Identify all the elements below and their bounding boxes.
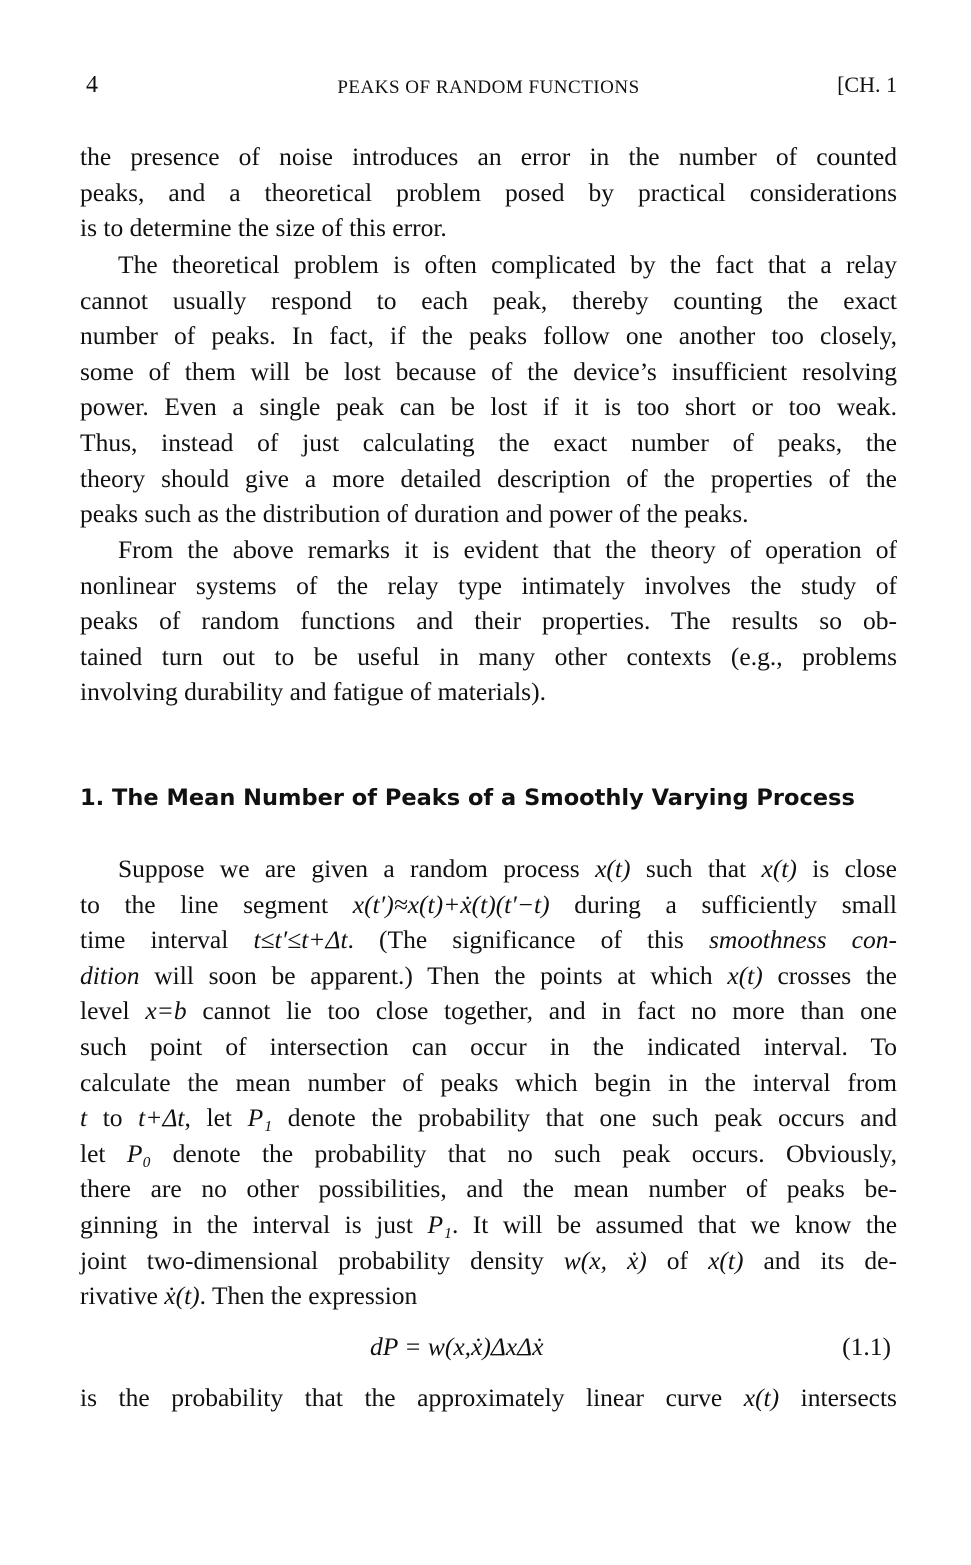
text-line	[80, 1136, 897, 1172]
text-line	[80, 1278, 897, 1314]
text-line	[80, 568, 897, 604]
text-segment: of	[646, 1245, 709, 1275]
text-segment: power. Even a single peak can be lost if it is too short or too weak.	[80, 392, 897, 422]
italic-math: t≤t′≤t+Δt	[253, 925, 348, 955]
text-line	[80, 247, 897, 283]
text-segment: peaks of random functions and their properties. The results so ob-	[80, 606, 897, 636]
italic-math: x(t)	[761, 854, 797, 883]
text-segment: joint two-dimensional probability density	[80, 1245, 564, 1275]
text-segment: tained turn out to be useful in many other contexts (e.g., problems	[80, 641, 897, 671]
text-segment: cannot usually respond to each peak, thereby counting the exact	[80, 285, 897, 315]
text-line	[80, 674, 897, 710]
text-segment: crosses the	[762, 960, 897, 990]
text-line	[80, 1171, 897, 1207]
italic-math: x=b	[145, 996, 187, 1026]
text-segment: let	[80, 1138, 127, 1168]
text-line	[80, 354, 897, 390]
text-segment: theory should give a more detailed description of the properties of the	[80, 463, 897, 493]
text-line	[80, 389, 897, 425]
italic-math: x(t)	[743, 1383, 780, 1412]
paragraph-2	[80, 247, 897, 532]
text-segment: there are no other possibilities, and the mean number of peaks be-	[80, 1174, 897, 1204]
text-segment: nonlinear systems of the relay type intimately involves the study of	[80, 570, 897, 600]
text-line	[80, 922, 897, 958]
text-segment: and its de-	[743, 1245, 897, 1275]
text-line	[80, 1207, 897, 1243]
text-segment: is the probability that the approximately linear curve	[80, 1383, 744, 1412]
text-segment: involving durability and fatigue of materials).	[80, 677, 546, 707]
italic-math: P₁	[427, 1209, 452, 1239]
text-segment: time interval	[80, 925, 254, 955]
text-segment: ginning in the interval is just	[80, 1209, 428, 1239]
equation-formula: dP = w(x,ẋ)ΔxΔẋ	[370, 1332, 544, 1361]
text-segment: . (The significance of this	[347, 925, 709, 955]
italic-math: x(t)	[595, 854, 631, 883]
italic-math: P₀	[126, 1138, 152, 1168]
text-line	[80, 461, 897, 497]
text-line	[80, 1380, 897, 1416]
text-segment: denote the probability that no such peak occurs. Obviously,	[151, 1138, 897, 1168]
italic-math: t+Δt	[138, 1103, 185, 1133]
text-line	[80, 139, 897, 175]
text-line	[80, 1243, 897, 1279]
italic-math: w(x, ẋ)	[563, 1245, 647, 1275]
text-line	[80, 851, 897, 887]
text-line	[80, 1065, 897, 1101]
italic-math: dition	[80, 960, 140, 990]
text-segment: will soon be apparent.) Then the points at which	[139, 960, 728, 990]
text-segment: the presence of noise introduces an error in the number of counted	[80, 142, 897, 171]
paragraph-1	[80, 139, 897, 246]
italic-math: x(t)	[727, 960, 763, 990]
italic-math: P₁	[247, 1103, 273, 1133]
text-segment: rivative	[80, 1281, 165, 1311]
section-paragraph	[80, 851, 897, 1314]
italic-math: smoothness con-	[708, 925, 897, 955]
running-title: PEAKS OF RANDOM FUNCTIONS	[337, 77, 640, 98]
section-heading: 1. The Mean Number of Peaks of a Smoothly Varying Process	[80, 785, 855, 811]
text-line	[80, 425, 897, 461]
running-header	[80, 72, 897, 106]
italic-math: ẋ(t)	[164, 1281, 200, 1311]
text-line	[80, 1029, 897, 1065]
text-line	[80, 175, 897, 211]
text-segment: intersects	[779, 1383, 897, 1412]
text-segment: calculate the mean number of peaks which begin in the interval from	[80, 1067, 897, 1097]
text-segment: . Then the expression	[199, 1281, 418, 1311]
text-segment: Thus, instead of just calculating the exact number of peaks, the	[80, 427, 897, 457]
text-segment: some of them will be lost because of the device’s insufficient resolving	[80, 356, 897, 386]
text-line	[80, 318, 897, 354]
text-line	[80, 603, 897, 639]
text-segment: From the above remarks it is evident that the theory of operation of	[118, 535, 897, 564]
text-segment: cannot lie too close together, and in fact no more than one	[186, 996, 897, 1026]
text-line	[80, 1100, 897, 1136]
equation-1-1	[80, 1329, 897, 1365]
text-segment: such that	[630, 854, 762, 883]
text-line	[80, 993, 897, 1029]
text-segment: , let	[184, 1103, 248, 1133]
text-segment: during a sufficiently small	[549, 889, 897, 919]
text-segment: level	[80, 996, 146, 1026]
page-number: 4	[86, 72, 98, 98]
italic-math: t	[80, 1103, 88, 1133]
text-segment: number of peaks. In fact, if the peaks follow one another too closely,	[80, 321, 897, 351]
text-segment: peaks, and a theoretical problem posed by practical considerations	[80, 177, 897, 207]
equation-number: (1.1)	[842, 1332, 891, 1361]
text-segment: is close	[796, 854, 897, 883]
text-line	[80, 283, 897, 319]
text-segment: peaks such as the distribution of duration and power of the peaks.	[80, 499, 749, 529]
text-line	[80, 532, 897, 568]
text-segment: Suppose we are given a random process	[118, 854, 596, 883]
text-line	[80, 210, 897, 246]
text-line	[80, 496, 897, 532]
text-line	[80, 887, 897, 923]
text-segment: such point of intersection can occur in the indicated interval. To	[80, 1031, 897, 1061]
text-segment: to the line segment	[80, 889, 353, 919]
paragraph-3	[80, 532, 897, 710]
text-line	[80, 639, 897, 675]
text-segment: to	[87, 1103, 139, 1133]
final-paragraph	[80, 1380, 897, 1416]
chapter-label: [CH. 1	[837, 72, 897, 97]
italic-math: x(t′)≈x(t)+ẋ(t)(t′−t)	[352, 889, 550, 919]
text-segment: denote the probability that one such peak occurs and	[272, 1103, 897, 1133]
italic-math: x(t)	[708, 1245, 744, 1275]
text-line	[80, 958, 897, 994]
text-segment: is to determine the size of this error.	[80, 213, 447, 243]
text-segment: The theoretical problem is often complicated by the fact that a relay	[118, 250, 897, 279]
text-segment: . It will be assumed that we know the	[451, 1209, 898, 1239]
